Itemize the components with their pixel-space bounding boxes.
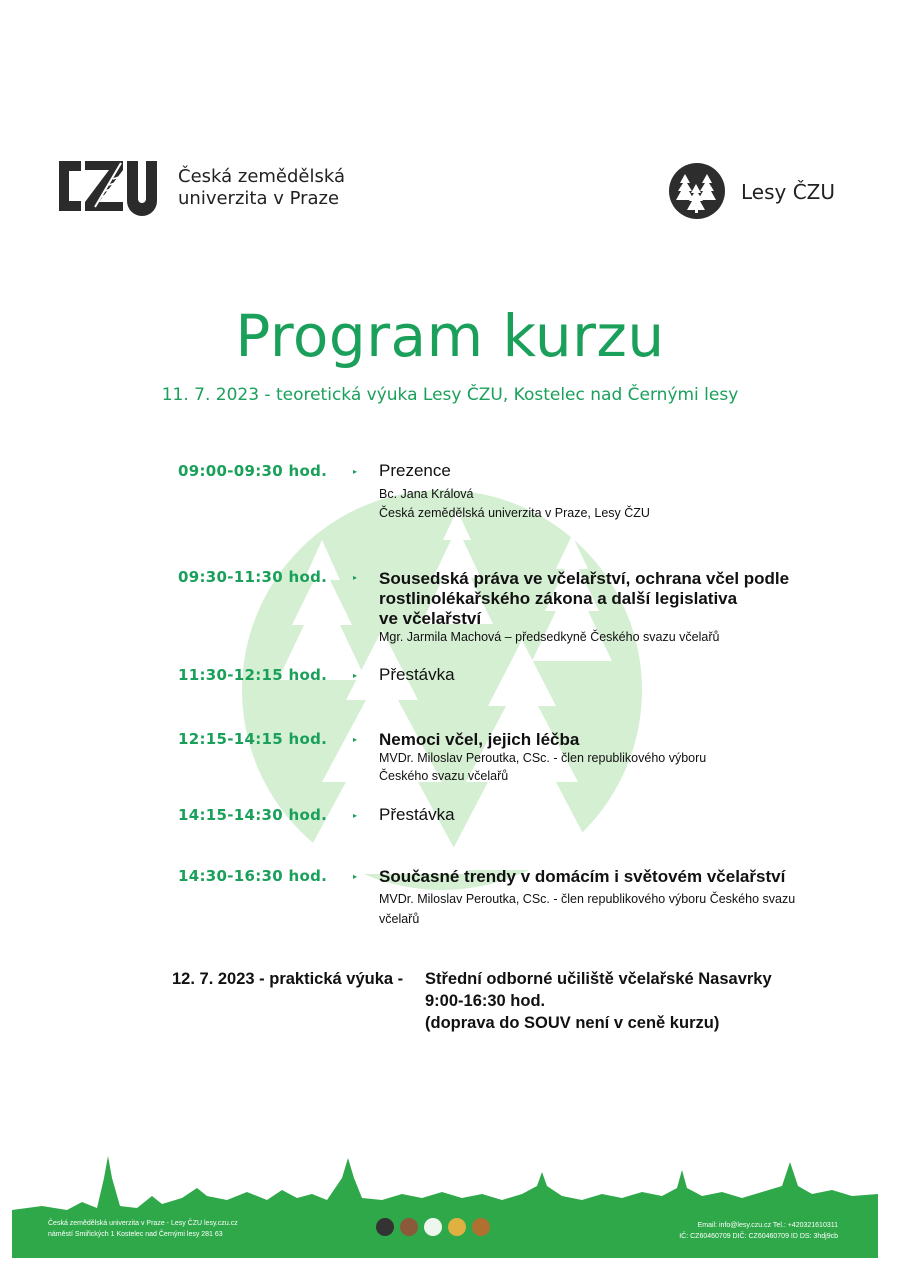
page-title: Program kurzu xyxy=(235,302,665,370)
time-label: 12:15-14:15 hod. xyxy=(178,730,328,748)
bullet-triangle-icon: ▸ xyxy=(353,811,358,820)
day2-section xyxy=(172,968,772,1032)
session-topic: rostlinolékařského zákona a další legislativa xyxy=(379,589,738,608)
session-topic: Současné trendy v domácím i světovém včelařství xyxy=(379,867,786,886)
day2-venue: Střední odborné učiliště včelařské Nasavrky xyxy=(425,970,772,988)
bullet-triangle-icon: ▸ xyxy=(353,467,358,476)
footer-badge-icons xyxy=(376,1218,490,1236)
speaker-line: Mgr. Jarmila Machová – předsedkyně Českého svazu včelařů xyxy=(379,630,720,644)
speaker-line: Českého svazu včelařů xyxy=(379,769,509,783)
bullet-triangle-icon: ▸ xyxy=(353,872,358,881)
footer-contact-line1: Email: info@lesy.czu.cz Tel.: +420321610311 xyxy=(697,1222,838,1229)
bird-badge-icon xyxy=(424,1218,442,1236)
time-label: 11:30-12:15 hod. xyxy=(178,666,328,684)
footer-contact xyxy=(679,1220,838,1242)
footer-address-line1: Česká zemědělská univerzita v Praze - Lesy ČZU lesy.czu.cz xyxy=(48,1220,238,1227)
castle-badge-icon xyxy=(448,1218,466,1236)
footer-contact-line2: IČ: CZ60460709 DIČ: CZ60460709 ID DS: 3hdj9cb xyxy=(679,1233,838,1240)
time-label: 14:30-16:30 hod. xyxy=(178,867,328,885)
bullet-triangle-icon: ▸ xyxy=(353,573,358,582)
speaker-line: včelařů xyxy=(379,912,420,926)
lesy-czu-name: Lesy ČZU xyxy=(741,180,836,204)
footer-address-line2: náměstí Smiřických 1 Kostelec nad Černými lesy 281 63 xyxy=(48,1231,223,1238)
trees-badge-icon xyxy=(376,1218,394,1236)
session-topic: Prezence xyxy=(379,461,451,480)
speaker-line: MVDr. Miloslav Peroutka, CSc. - člen republikového výboru Českého svazu xyxy=(379,892,796,906)
speaker-line: Česká zemědělská univerzita v Praze, Lesy ČZU xyxy=(379,506,650,520)
session-topic: ve včelařství xyxy=(379,609,482,628)
speaker-line: MVDr. Miloslav Peroutka, CSc. - člen republikového výboru xyxy=(379,751,707,765)
session-topic: Přestávka xyxy=(379,665,455,684)
czu-logo xyxy=(55,155,165,217)
czu-name-line2: univerzita v Praze xyxy=(178,188,340,209)
session-topic: Sousedská práva ve včelařství, ochrana včel podle xyxy=(379,569,790,588)
czu-name-line1: Česká zemědělská xyxy=(178,166,346,187)
tree-watermark xyxy=(222,490,662,890)
footer-address xyxy=(48,1218,238,1240)
time-label: 09:30-11:30 hod. xyxy=(178,568,328,586)
session-topic: Nemoci včel, jejich léčba xyxy=(379,730,580,749)
lesy-czu-trees-logo xyxy=(668,162,726,220)
day2-label: 12. 7. 2023 - praktická výuka - xyxy=(172,970,404,988)
speaker-line: Bc. Jana Králová xyxy=(379,487,474,501)
bullet-triangle-icon: ▸ xyxy=(353,735,358,744)
day2-details xyxy=(425,968,845,1034)
animal-badge-icon xyxy=(400,1218,418,1236)
page-subtitle: 11. 7. 2023 - teoretická výuka Lesy ČZU, Kostelec nad Černými lesy xyxy=(161,385,739,405)
time-label: 14:15-14:30 hod. xyxy=(178,806,328,824)
czu-name xyxy=(178,166,345,210)
day2-note: (doprava do SOUV není v ceně kurzu) xyxy=(425,1014,720,1032)
bullet-triangle-icon: ▸ xyxy=(353,671,358,680)
day2-time: 9:00-16:30 hod. xyxy=(425,992,546,1010)
session-topic: Přestávka xyxy=(379,805,455,824)
wood-badge-icon xyxy=(472,1218,490,1236)
time-label: 09:00-09:30 hod. xyxy=(178,462,328,480)
